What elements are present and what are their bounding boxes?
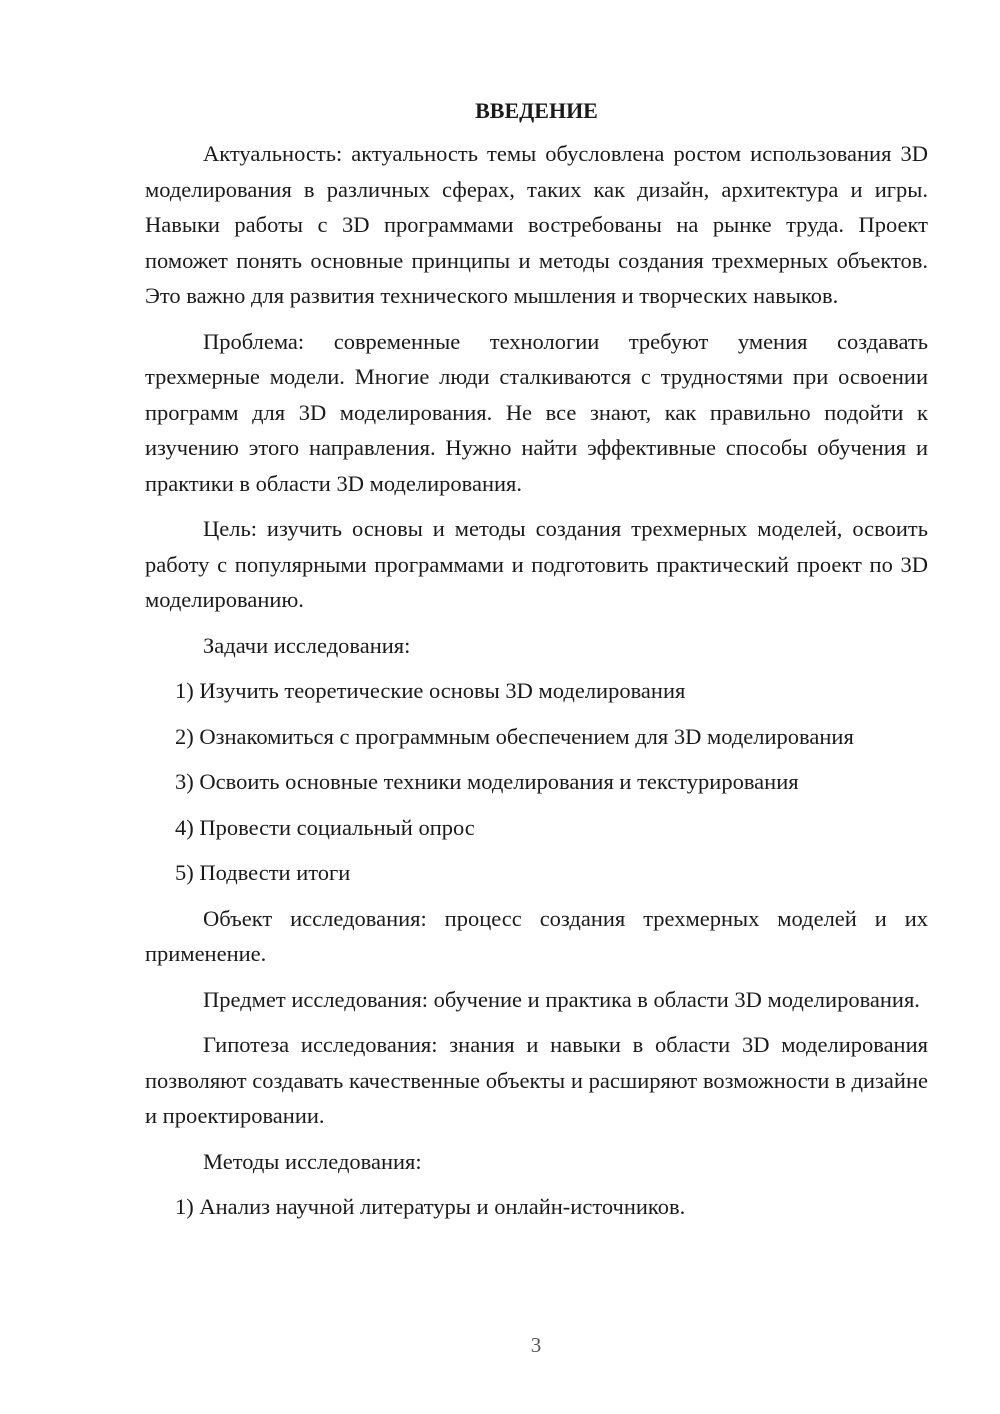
methods-title: Методы исследования: bbox=[203, 1148, 422, 1174]
relevance-paragraph: Актуальность: актуальность темы обусловлена ростом использования 3D моделирования в различных сферах, таких как дизайн, архитектура и игры. Навыки работы с 3D программами востребованы на рынке труда. Проект поможет понять основные принципы и методы создания трехмерных объектов. Это важно для развития технического мышления и творческих навыков. bbox=[145, 141, 928, 308]
subject-paragraph: Предмет исследования: обучение и практика в области 3D моделирования. bbox=[203, 986, 920, 1012]
method-item: 1) Анализ научной литературы и онлайн-источников. bbox=[175, 1194, 686, 1219]
section-heading: ВВЕДЕНИЕ bbox=[475, 98, 598, 123]
document-body bbox=[145, 96, 928, 1235]
problem-paragraph: Проблема: современные технологии требуют умения создавать трехмерные модели. Многие люди сталкиваются с трудностями при освоении программ для 3D моделирования. Не все знают, как правильно подойти к изучению этого направления. Нужно найти эффективные способы обучения и практики в области 3D моделирования. bbox=[145, 328, 928, 496]
task-item: 5) Подвести итоги bbox=[175, 860, 351, 885]
task-item: 4) Провести социальный опрос bbox=[175, 814, 475, 840]
page-number: 3 bbox=[530, 1333, 542, 1357]
goal-paragraph: Цель: изучить основы и методы создания трехмерных моделей, освоить работу с популярными программами и подготовить практический проект по 3D моделированию. bbox=[145, 516, 928, 612]
object-paragraph: Объект исследования: процесс создания трехмерных моделей и их применение. bbox=[145, 905, 928, 966]
tasks-title: Задачи исследования: bbox=[203, 632, 411, 658]
task-item: 1) Изучить теоретические основы 3D моделирования bbox=[175, 678, 686, 703]
task-item: 3) Освоить основные техники моделирования и текстурирования bbox=[175, 769, 799, 794]
task-item: 2) Ознакомиться с программным обеспечением для 3D моделирования bbox=[175, 723, 854, 749]
hypothesis-paragraph: Гипотеза исследования: знания и навыки в области 3D моделирования позволяют создавать качественные объекты и расширяют возможности в дизайне и проектировании. bbox=[145, 1032, 928, 1128]
